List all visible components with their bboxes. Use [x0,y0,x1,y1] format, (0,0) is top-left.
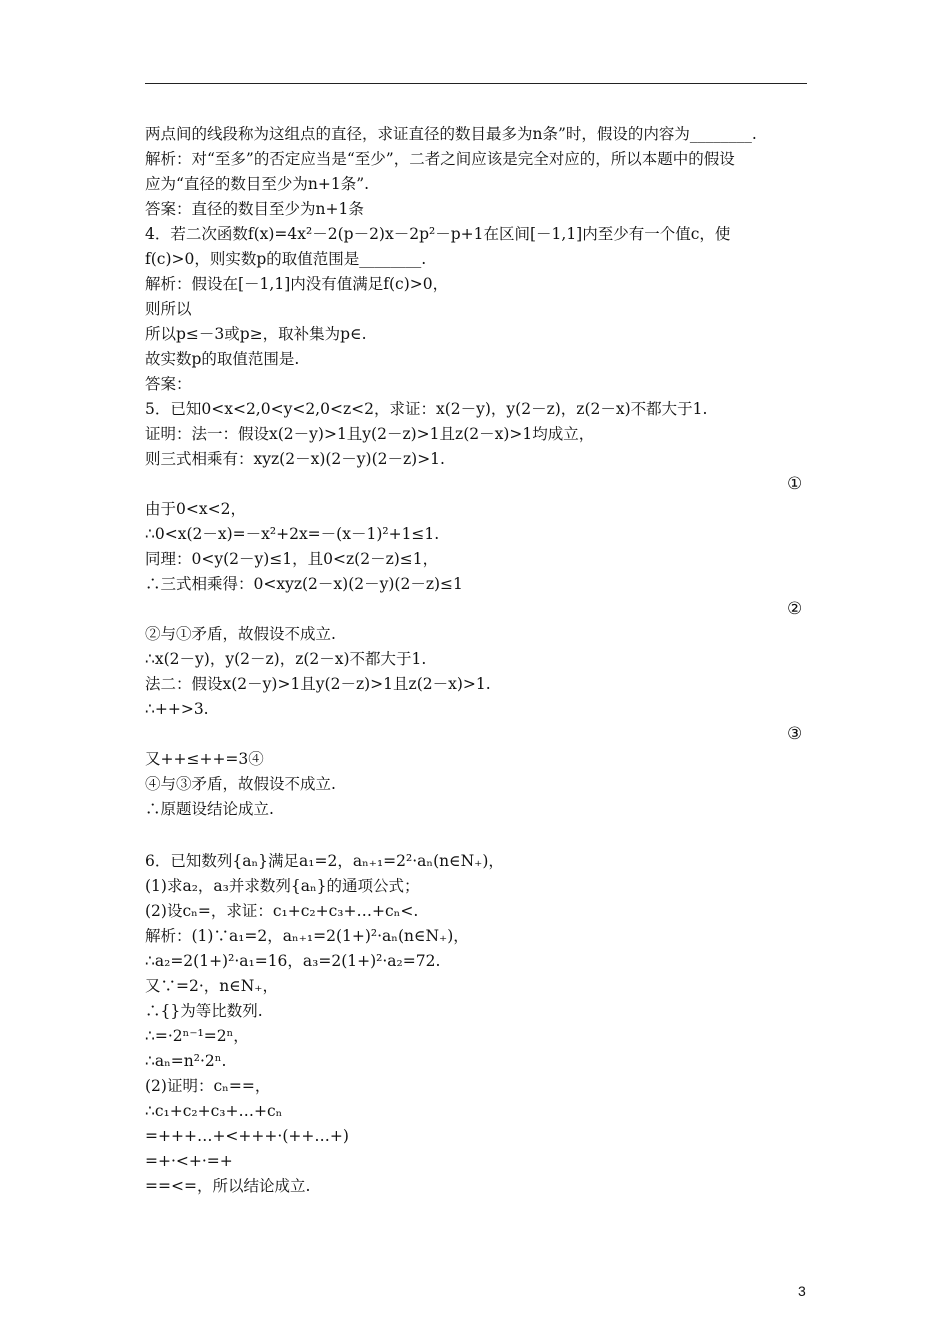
text-line: (2)设cₙ=，求证：c₁+c₂+c₃+…+cₙ<. [145,902,419,920]
text-line: 两点间的线段称为这组点的直径，求证直径的数目最多为n条”时，假设的内容为________. [145,125,757,143]
text-line: 解析：对“至多”的否定应当是“至少”，二者之间应该是完全对应的，所以本题中的假设 [145,150,735,168]
text-line: ∴原题设结论成立. [145,800,274,818]
text-line: ∴0<x(2－x)=－x²+2x=－(x－1)²+1≤1. [145,525,440,543]
text-line: 同理：0<y(2－y)≤1，且0<z(2－z)≤1， [145,550,439,568]
text-line: 又++≤++=3④ [145,750,264,768]
text-line: 所以p≤－3或p≥，取补集为p∈. [145,325,367,343]
text-line: (2)证明：cₙ==， [145,1077,271,1095]
text-line: ∴=·2ⁿ⁻¹=2ⁿ， [145,1027,249,1045]
text-line: ④与③矛盾，故假设不成立. [145,775,336,793]
text-line: f(c)>0，则实数p的取值范围是________. [145,250,427,268]
text-line: 4．若二次函数f(x)=4x²－2(p－2)x－2p²－p+1在区间[－1,1]内至少有一个值c，使 [145,225,731,243]
text-line: 解析：假设在[－1,1]内没有值满足f(c)>0， [145,275,449,293]
text-line: ∴x(2－y)，y(2－z)，z(2－x)不都大于1. [145,650,427,668]
text-line: 答案：直径的数目至少为n+1条 [145,200,364,218]
page-number: 3 [798,1283,806,1299]
text-line: ∴三式相乘得：0<xyz(2－x)(2－y)(2－z)≤1 [145,575,463,593]
text-line: 证明：法一：假设x(2－y)>1且y(2－z)>1且z(2－x)>1均成立， [145,425,595,443]
header-rule [145,83,807,84]
text-line: 6．已知数列{aₙ}满足a₁=2，aₙ₊₁=2²·aₙ(n∈N₊)， [145,852,504,870]
equation-marker: ③ [787,724,803,744]
text-line: ∴{}为等比数列. [145,1002,263,1020]
text-line: 故实数p的取值范围是. [145,350,300,368]
text-line: ∴a₂=2(1+)²·a₁=16，a₃=2(1+)²·a₂=72. [145,952,441,970]
text-line: 则所以 [145,300,192,318]
text-line: 又∵=2·，n∈N₊， [145,977,278,995]
text-line: 答案： [145,375,192,393]
text-line: ∴aₙ=n²·2ⁿ. [145,1052,227,1070]
text-line: (1)求a₂，a₃并求数列{aₙ}的通项公式； [145,877,420,895]
text-line: 则三式相乘有：xyz(2－x)(2－y)(2－z)>1. [145,450,445,468]
text-line: 法二：假设x(2－y)>1且y(2－z)>1且z(2－x)>1. [145,675,491,693]
text-line: ②与①矛盾，故假设不成立. [145,625,336,643]
text-line: 应为“直径的数目至少为n+1条”. [145,175,370,193]
equation-marker: ② [787,599,803,619]
text-line: 5．已知0<x<2,0<y<2,0<z<2，求证：x(2－y)，y(2－z)，z(2－x)不都大于1. [145,400,708,418]
text-line: ==<=，所以结论成立. [145,1177,311,1195]
text-line: =+·<+·=+ [145,1152,233,1170]
text-line: ∴++>3. [145,700,209,718]
text-line: 由于0<x<2， [145,500,246,518]
text-line: ∴c₁+c₂+c₃+…+cₙ [145,1102,283,1120]
text-line: 解析：(1)∵a₁=2，aₙ₊₁=2(1+)²·aₙ(n∈N₊)， [145,927,469,945]
text-line: =+++…+<+++·(++…+) [145,1127,349,1145]
equation-marker: ① [787,474,803,494]
